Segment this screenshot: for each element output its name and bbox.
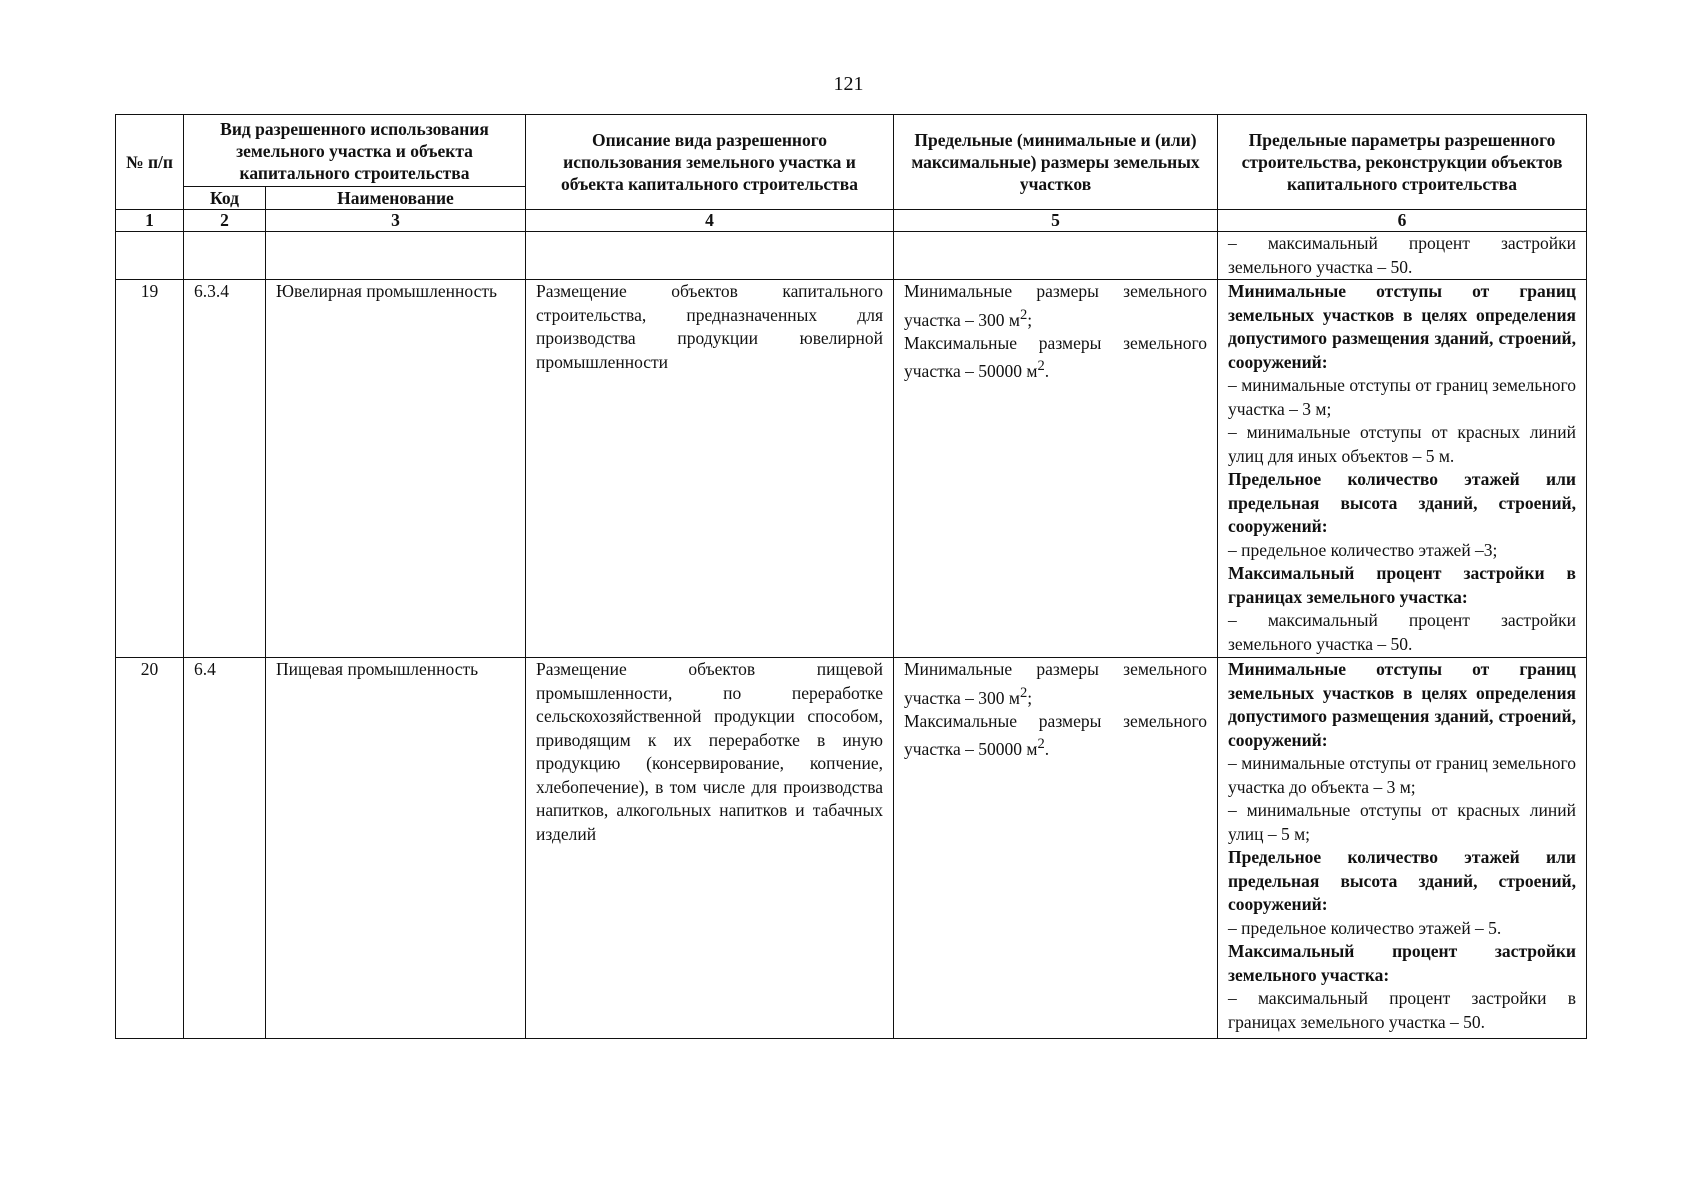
empty-cell (894, 232, 1218, 280)
empty-cell (526, 232, 894, 280)
plot-size-min: Минимальные размеры земельного участка – 300 $м^2$; (904, 659, 1207, 708)
column-number: 1 (116, 210, 184, 232)
params-item: – максимальный процент застройки в границах земельного участка – 50. (1228, 988, 1576, 1032)
params-heading: Предельное количество этажей или предельная высота зданий, строений, сооружений: (1228, 469, 1576, 536)
plot-size-min: Минимальные размеры земельного участка – 300 $м^2$; (904, 281, 1207, 330)
empty-cell (116, 232, 184, 280)
header-description: Описание вида разрешенного использования земельного участка и объекта капитального строительства (526, 115, 894, 210)
params-item: – минимальные отступы от красных линий улиц – 5 м; (1228, 800, 1576, 844)
use-description: Размещение объектов капитального строительства, предназначенных для производства продукции ювелирной промышленности (526, 280, 894, 658)
regulations-table (115, 114, 1587, 1039)
row-number: 19 (116, 280, 184, 658)
params-heading: Минимальные отступы от границ земельных участков в целях определения допустимого размещения зданий, строений, сооружений: (1228, 659, 1576, 750)
params-heading: Максимальный процент застройки земельного участка: (1228, 941, 1576, 985)
construction-params (1218, 280, 1587, 658)
empty-cell (184, 232, 266, 280)
column-number-row (116, 210, 1587, 232)
header-plot-sizes: Предельные (минимальные и (или) максимальные) размеры земельных участков (894, 115, 1218, 210)
params-heading: Предельное количество этажей или предельная высота зданий, строений, сооружений: (1228, 847, 1576, 914)
use-name: Пищевая промышленность (266, 658, 526, 1039)
column-number: 2 (184, 210, 266, 232)
continuation-row (116, 232, 1587, 280)
column-number: 3 (266, 210, 526, 232)
header-construction-params: Предельные параметры разрешенного строительства, реконструкции объектов капитального строительства (1218, 115, 1587, 210)
column-number: 5 (894, 210, 1218, 232)
column-number: 4 (526, 210, 894, 232)
plot-size-max: Максимальные размеры земельного участка – 50000 $м^2$. (904, 710, 1207, 760)
table-row (116, 280, 1587, 658)
construction-params (1218, 658, 1587, 1039)
params-heading: Максимальный процент застройки в границах земельного участка: (1228, 563, 1576, 607)
params-item: – минимальные отступы от красных линий улиц для иных объектов – 5 м. (1228, 422, 1576, 466)
use-description: Размещение объектов пищевой промышленности, по переработке сельскохозяйственной продукции способом, приводящим к их переработке в иную продукцию (консервирование, копчение, хлебопечение), в том числе для производства напитков, алкогольных напитков и табачных изделий (526, 658, 894, 1039)
params-item: – минимальные отступы от границ земельного участка – 3 м; (1228, 375, 1576, 419)
row-number: 20 (116, 658, 184, 1039)
use-code: 6.3.4 (184, 280, 266, 658)
header-name: Наименование (266, 187, 526, 210)
params-item: – максимальный процент застройки земельного участка – 50. (1228, 610, 1576, 654)
empty-cell (266, 232, 526, 280)
column-number: 6 (1218, 210, 1587, 232)
plot-sizes (894, 658, 1218, 1039)
header-permitted-use-group: Вид разрешенного использования земельного участка и объекта капитального строительства (184, 115, 526, 187)
page-number: 121 (833, 73, 864, 95)
table-row (116, 658, 1587, 1039)
header-num: № п/п (116, 115, 184, 210)
continuation-params: – максимальный процент застройки земельного участка – 50. (1218, 232, 1587, 280)
use-name: Ювелирная промышленность (266, 280, 526, 658)
plot-size-max: Максимальные размеры земельного участка – 50000 $м^2$. (904, 332, 1207, 382)
params-item: – минимальные отступы от границ земельного участка до объекта – 3 м; (1228, 753, 1576, 797)
params-item: – предельное количество этажей –3; (1228, 539, 1498, 560)
header-code: Код (184, 187, 266, 210)
params-heading: Минимальные отступы от границ земельных участков в целях определения допустимого размещения зданий, строений, сооружений: (1228, 281, 1576, 372)
use-code: 6.4 (184, 658, 266, 1039)
params-item: – предельное количество этажей – 5. (1228, 917, 1502, 938)
plot-sizes (894, 280, 1218, 658)
